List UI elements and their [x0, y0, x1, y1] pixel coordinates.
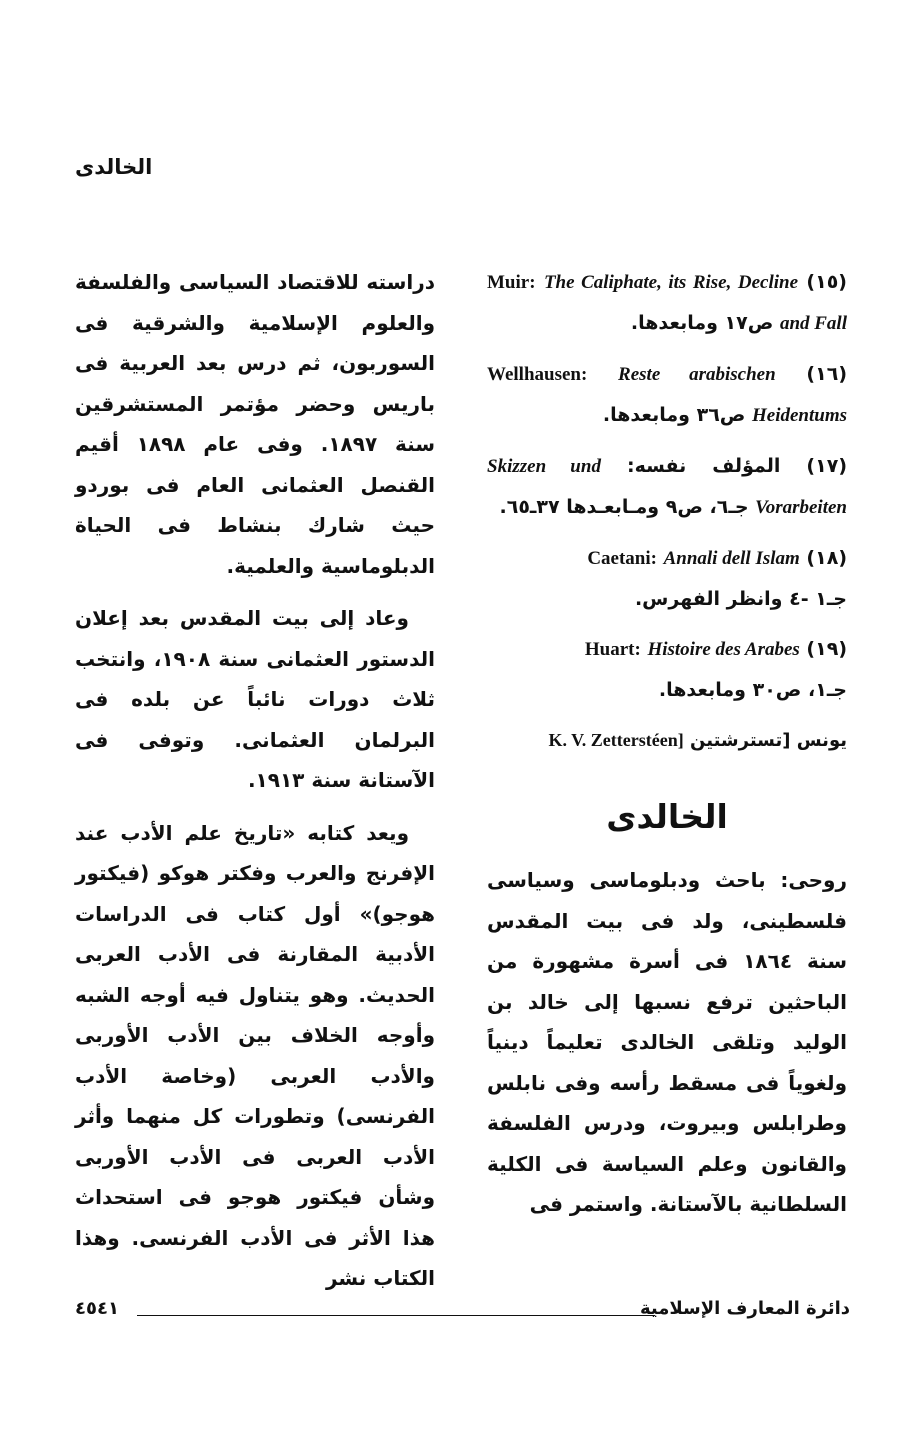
footnote-title: Annali dell Islam	[663, 548, 800, 569]
footnote-number: (١٥)	[806, 271, 847, 293]
footnote-19	[487, 629, 847, 710]
footnote-16	[487, 354, 847, 436]
author-signature	[487, 720, 847, 761]
footnote-15	[487, 262, 847, 344]
footnote-title: Reste arabischen Heidentums	[618, 364, 847, 426]
body-paragraph: روحى: باحث ودبلوماسى وسياسى فلسطينى، ولد فى بيت المقدس سنة ١٨٦٤ فى أسرة مشهورة من الباحثين ترفع نسبها إلى خالد بن الوليد وتلقى الخالدى تعليماً دينياً ولغوياً فى مسقط رأسه وفى نابلس وطرابلس وبيروت، ودرس الفلسفة والقانون وعلم السياسة فى الكلية السلطانية بالآستانة. واستمر فى	[487, 868, 847, 1216]
footnote-ref: جـ١ -٤ وانظر الفهرس.	[634, 588, 847, 610]
footer-rule	[137, 1315, 655, 1316]
footnote-number: (١٧)	[806, 455, 847, 477]
page-number: ٤٥٤١	[75, 1298, 119, 1319]
body-paragraph: وعاد إلى بيت المقدس بعد إعلان الدستور العثمانى سنة ١٩٠٨، وانتخب ثلاث دورات نائباً عن بلده فى البرلمان العثمانى. وتوفى فى الآستانة سنة ١٩١٣.	[75, 606, 435, 792]
footnote-17	[487, 446, 847, 528]
body-paragraph: ويعد كتابه «تاريخ علم الأدب عند الإفرنج والعرب وفكتر هوكو (فيكتور هوجو)» أول كتاب فى الدراسات الأدبية المقارنة فى الأدب العربى الحديث. وهو يتناول فيه أوجه الشبه وأوجه الخلاف بين الأدب الأوربى والأدب العربى (وخاصة الأدب الفرنسى) وتطورات كل منهما وأثر الأدب العربى فى الأدب الأوربى وشأن فيكتور هوجو فى استحداث هذا الأثر فى الأدب الفرنسى. وهذا الكتاب نشر	[75, 820, 435, 1290]
footer-title: دائرة المعارف الإسلامية	[639, 1298, 850, 1319]
running-head: الخالدى	[75, 155, 153, 179]
footnote-author: Wellhausen:	[487, 364, 588, 385]
footnote-author: Muir:	[487, 272, 536, 293]
footnote-number: (١٩)	[806, 638, 847, 660]
right-column	[487, 262, 847, 1237]
footnote-ref: جـ١، ص٣٠ ومابعدها.	[658, 679, 847, 701]
signature-latin: K. V. Zetterstéen]	[548, 730, 684, 750]
footnote-author: Huart:	[584, 639, 641, 660]
footnote-title: Histoire des Arabes	[647, 639, 800, 660]
footnote-author: Caetani:	[587, 548, 657, 569]
signature-arabic: يونس [تسترشتين	[690, 730, 847, 751]
footnote-title: The Caliphate, its Rise, Decline and Fall	[543, 272, 847, 334]
footnote-title: Skizzen und Vorarbeiten	[487, 456, 847, 518]
footnote-18	[487, 538, 847, 619]
footnote-author: المؤلف نفسه:	[627, 455, 781, 477]
footnote-ref: ص١٧ ومابعدها.	[630, 312, 774, 334]
body-paragraph: دراسته للاقتصاد السياسى والفلسفة والعلوم الإسلامية والشرقية فى السوربون، ثم درس بعد العربية فى باريس وحضر مؤتمر المستشرقين سنة ١٨٩٧. وفى عام ١٨٩٨ أقيم القنصل العثمانى العام فى بوردو حيث شارك بنشاط فى الحياة الدبلوماسية والعلمية.	[75, 270, 436, 578]
footnote-ref: جـ٦، ص٩ ومـابعـدها ٣٧ـ٦٥.	[499, 496, 749, 518]
article-title: الخالدى	[606, 797, 728, 836]
left-column	[75, 262, 435, 1311]
page-footer	[75, 1298, 850, 1322]
footnote-number: (١٦)	[806, 363, 847, 385]
footnote-ref: ص٣٦ ومابعدها.	[602, 404, 746, 426]
footnote-number: (١٨)	[806, 547, 847, 569]
